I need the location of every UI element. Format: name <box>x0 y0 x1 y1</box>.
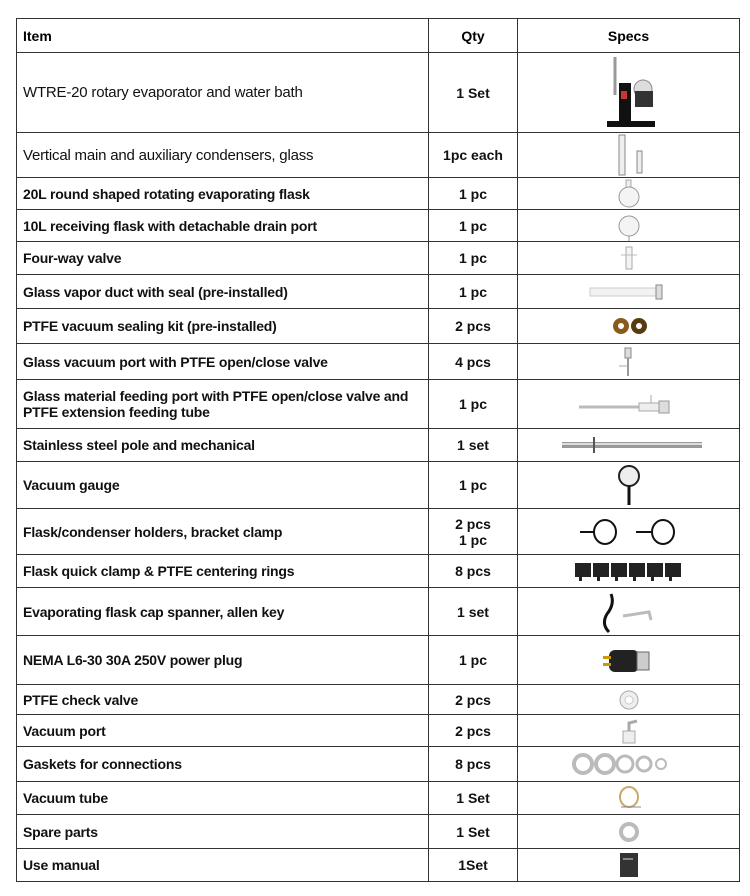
table-row <box>17 685 740 715</box>
qty-value: 1 pc <box>458 652 487 668</box>
spec-image <box>518 715 740 747</box>
item-name: NEMA L6-30 30A 250V power plug <box>17 636 429 685</box>
spec-image <box>518 685 740 715</box>
qty-value: 1 set <box>457 437 489 453</box>
spec-image <box>518 747 740 782</box>
check-valve-icon <box>518 687 739 713</box>
qty-value: 2 pcs <box>455 722 491 739</box>
table-row <box>17 555 740 588</box>
spec-image <box>518 344 740 380</box>
packing-list-table <box>16 18 740 882</box>
round-flask-icon <box>518 179 739 209</box>
qty-value: 1 Set <box>456 84 490 101</box>
table-row <box>17 715 740 747</box>
qty-value: 1 pc <box>458 477 487 493</box>
table-row <box>17 815 740 849</box>
spec-image <box>518 509 740 555</box>
rotary-evaporator-icon <box>518 55 739 131</box>
gaskets-icon <box>518 752 739 776</box>
spec-image <box>518 275 740 309</box>
spec-image <box>518 462 740 509</box>
qty-cell <box>429 275 518 309</box>
spec-image <box>518 178 740 210</box>
qty-value: 1Set <box>458 857 488 873</box>
qty-cell <box>429 242 518 275</box>
item-name: Glass material feeding port with PTFE open/close valve and PTFE extension feeding tube <box>17 380 429 429</box>
qty-cell <box>429 429 518 462</box>
item-name: Spare parts <box>17 815 429 849</box>
table-row <box>17 210 740 242</box>
qty-cell <box>429 380 518 429</box>
sealing-kit-icon <box>518 315 739 337</box>
item-name: Evaporating flask cap spanner, allen key <box>17 588 429 636</box>
receiving-flask-icon <box>518 211 739 241</box>
table-row <box>17 275 740 309</box>
qty-cell <box>429 588 518 636</box>
item-name: Stainless steel pole and mechanical <box>17 429 429 462</box>
qty-value: 1 pc <box>458 217 487 234</box>
item-name: Use manual <box>17 849 429 882</box>
power-plug-icon <box>518 640 739 680</box>
spec-image <box>518 815 740 849</box>
item-name: Four-way valve <box>17 242 429 275</box>
vapor-duct-icon <box>518 282 739 302</box>
header-qty: Qty <box>429 19 518 53</box>
item-name: Glass vacuum port with PTFE open/close valve <box>17 344 429 380</box>
item-name: Vertical main and auxiliary condensers, glass <box>17 133 429 178</box>
table-row <box>17 344 740 380</box>
quick-clamp-icon <box>518 559 739 583</box>
spec-image <box>518 782 740 815</box>
qty-cell <box>429 509 518 555</box>
item-name: 20L round shaped rotating evaporating flask <box>17 178 429 210</box>
spec-image <box>518 242 740 275</box>
item-name: Gaskets for connections <box>17 747 429 782</box>
qty-cell <box>429 309 518 344</box>
qty-cell <box>429 747 518 782</box>
qty-cell <box>429 782 518 815</box>
spec-image <box>518 380 740 429</box>
qty-cell <box>429 344 518 380</box>
item-name: Flask/condenser holders, bracket clamp <box>17 509 429 555</box>
item-name: Glass vapor duct with seal (pre-installed) <box>17 275 429 309</box>
qty-cell <box>429 636 518 685</box>
condenser-icon <box>518 133 739 177</box>
vacuum-gauge-icon <box>518 463 739 507</box>
table-row <box>17 509 740 555</box>
vacuum-port-icon <box>518 717 739 745</box>
item-name: Vacuum port <box>17 715 429 747</box>
qty-value: 2 pcs <box>455 691 491 708</box>
spec-image <box>518 555 740 588</box>
header-item: Item <box>17 19 429 53</box>
spec-image <box>518 210 740 242</box>
item-name: PTFE check valve <box>17 685 429 715</box>
table-row <box>17 242 740 275</box>
qty-cell <box>429 815 518 849</box>
qty-cell <box>429 53 518 133</box>
item-name: Vacuum gauge <box>17 462 429 509</box>
qty-value: 1 pc <box>458 283 487 300</box>
item-name: WTRE-20 rotary evaporator and water bath <box>17 53 429 133</box>
spec-image <box>518 309 740 344</box>
spanner-icon <box>518 590 739 634</box>
spec-image <box>518 429 740 462</box>
qty-value: 1pc each <box>443 147 503 163</box>
qty-value: 2 pcs <box>455 515 491 532</box>
qty-cell <box>429 555 518 588</box>
table-row <box>17 782 740 815</box>
qty-value: 4 pcs <box>455 353 491 370</box>
qty-value: 1 pc <box>458 396 487 412</box>
spec-image <box>518 133 740 178</box>
table-row <box>17 429 740 462</box>
qty-value: 1 pc <box>458 250 487 266</box>
qty-value: 2 pcs <box>455 318 491 334</box>
table-row <box>17 309 740 344</box>
header-specs: Specs <box>518 19 740 53</box>
qty-value: 1 pc <box>458 185 487 202</box>
qty-cell <box>429 133 518 178</box>
qty-value: 1 set <box>457 603 489 620</box>
qty-cell <box>429 715 518 747</box>
qty-cell <box>429 849 518 882</box>
table-row <box>17 588 740 636</box>
qty-cell <box>429 685 518 715</box>
table-row <box>17 53 740 133</box>
table-row <box>17 133 740 178</box>
spare-parts-icon <box>518 819 739 845</box>
item-name: Vacuum tube <box>17 782 429 815</box>
table-row <box>17 747 740 782</box>
qty-cell <box>429 210 518 242</box>
qty-value: 1 Set <box>456 790 490 806</box>
table-row <box>17 380 740 429</box>
item-name: Flask quick clamp & PTFE centering rings <box>17 555 429 588</box>
holder-clamp-icon <box>518 517 739 547</box>
qty-secondary: 1 pc <box>458 531 487 548</box>
table-row <box>17 849 740 882</box>
qty-value: 1 Set <box>456 823 490 840</box>
spec-image <box>518 636 740 685</box>
manual-icon <box>518 850 739 880</box>
qty-value: 8 pcs <box>455 756 491 772</box>
item-name: PTFE vacuum sealing kit (pre-installed) <box>17 309 429 344</box>
table-row <box>17 636 740 685</box>
qty-value: 8 pcs <box>455 563 491 579</box>
vacuum-tube-icon <box>518 783 739 813</box>
vacuum-port-valve-icon <box>518 346 739 378</box>
qty-cell <box>429 462 518 509</box>
qty-cell <box>429 178 518 210</box>
feeding-port-icon <box>518 389 739 419</box>
table-row <box>17 462 740 509</box>
spec-image <box>518 53 740 133</box>
four-way-valve-icon <box>518 243 739 273</box>
item-name: 10L receiving flask with detachable drain port <box>17 210 429 242</box>
table-row <box>17 178 740 210</box>
steel-pole-icon <box>518 433 739 457</box>
header-row <box>17 19 740 53</box>
spec-image <box>518 849 740 882</box>
spec-image <box>518 588 740 636</box>
